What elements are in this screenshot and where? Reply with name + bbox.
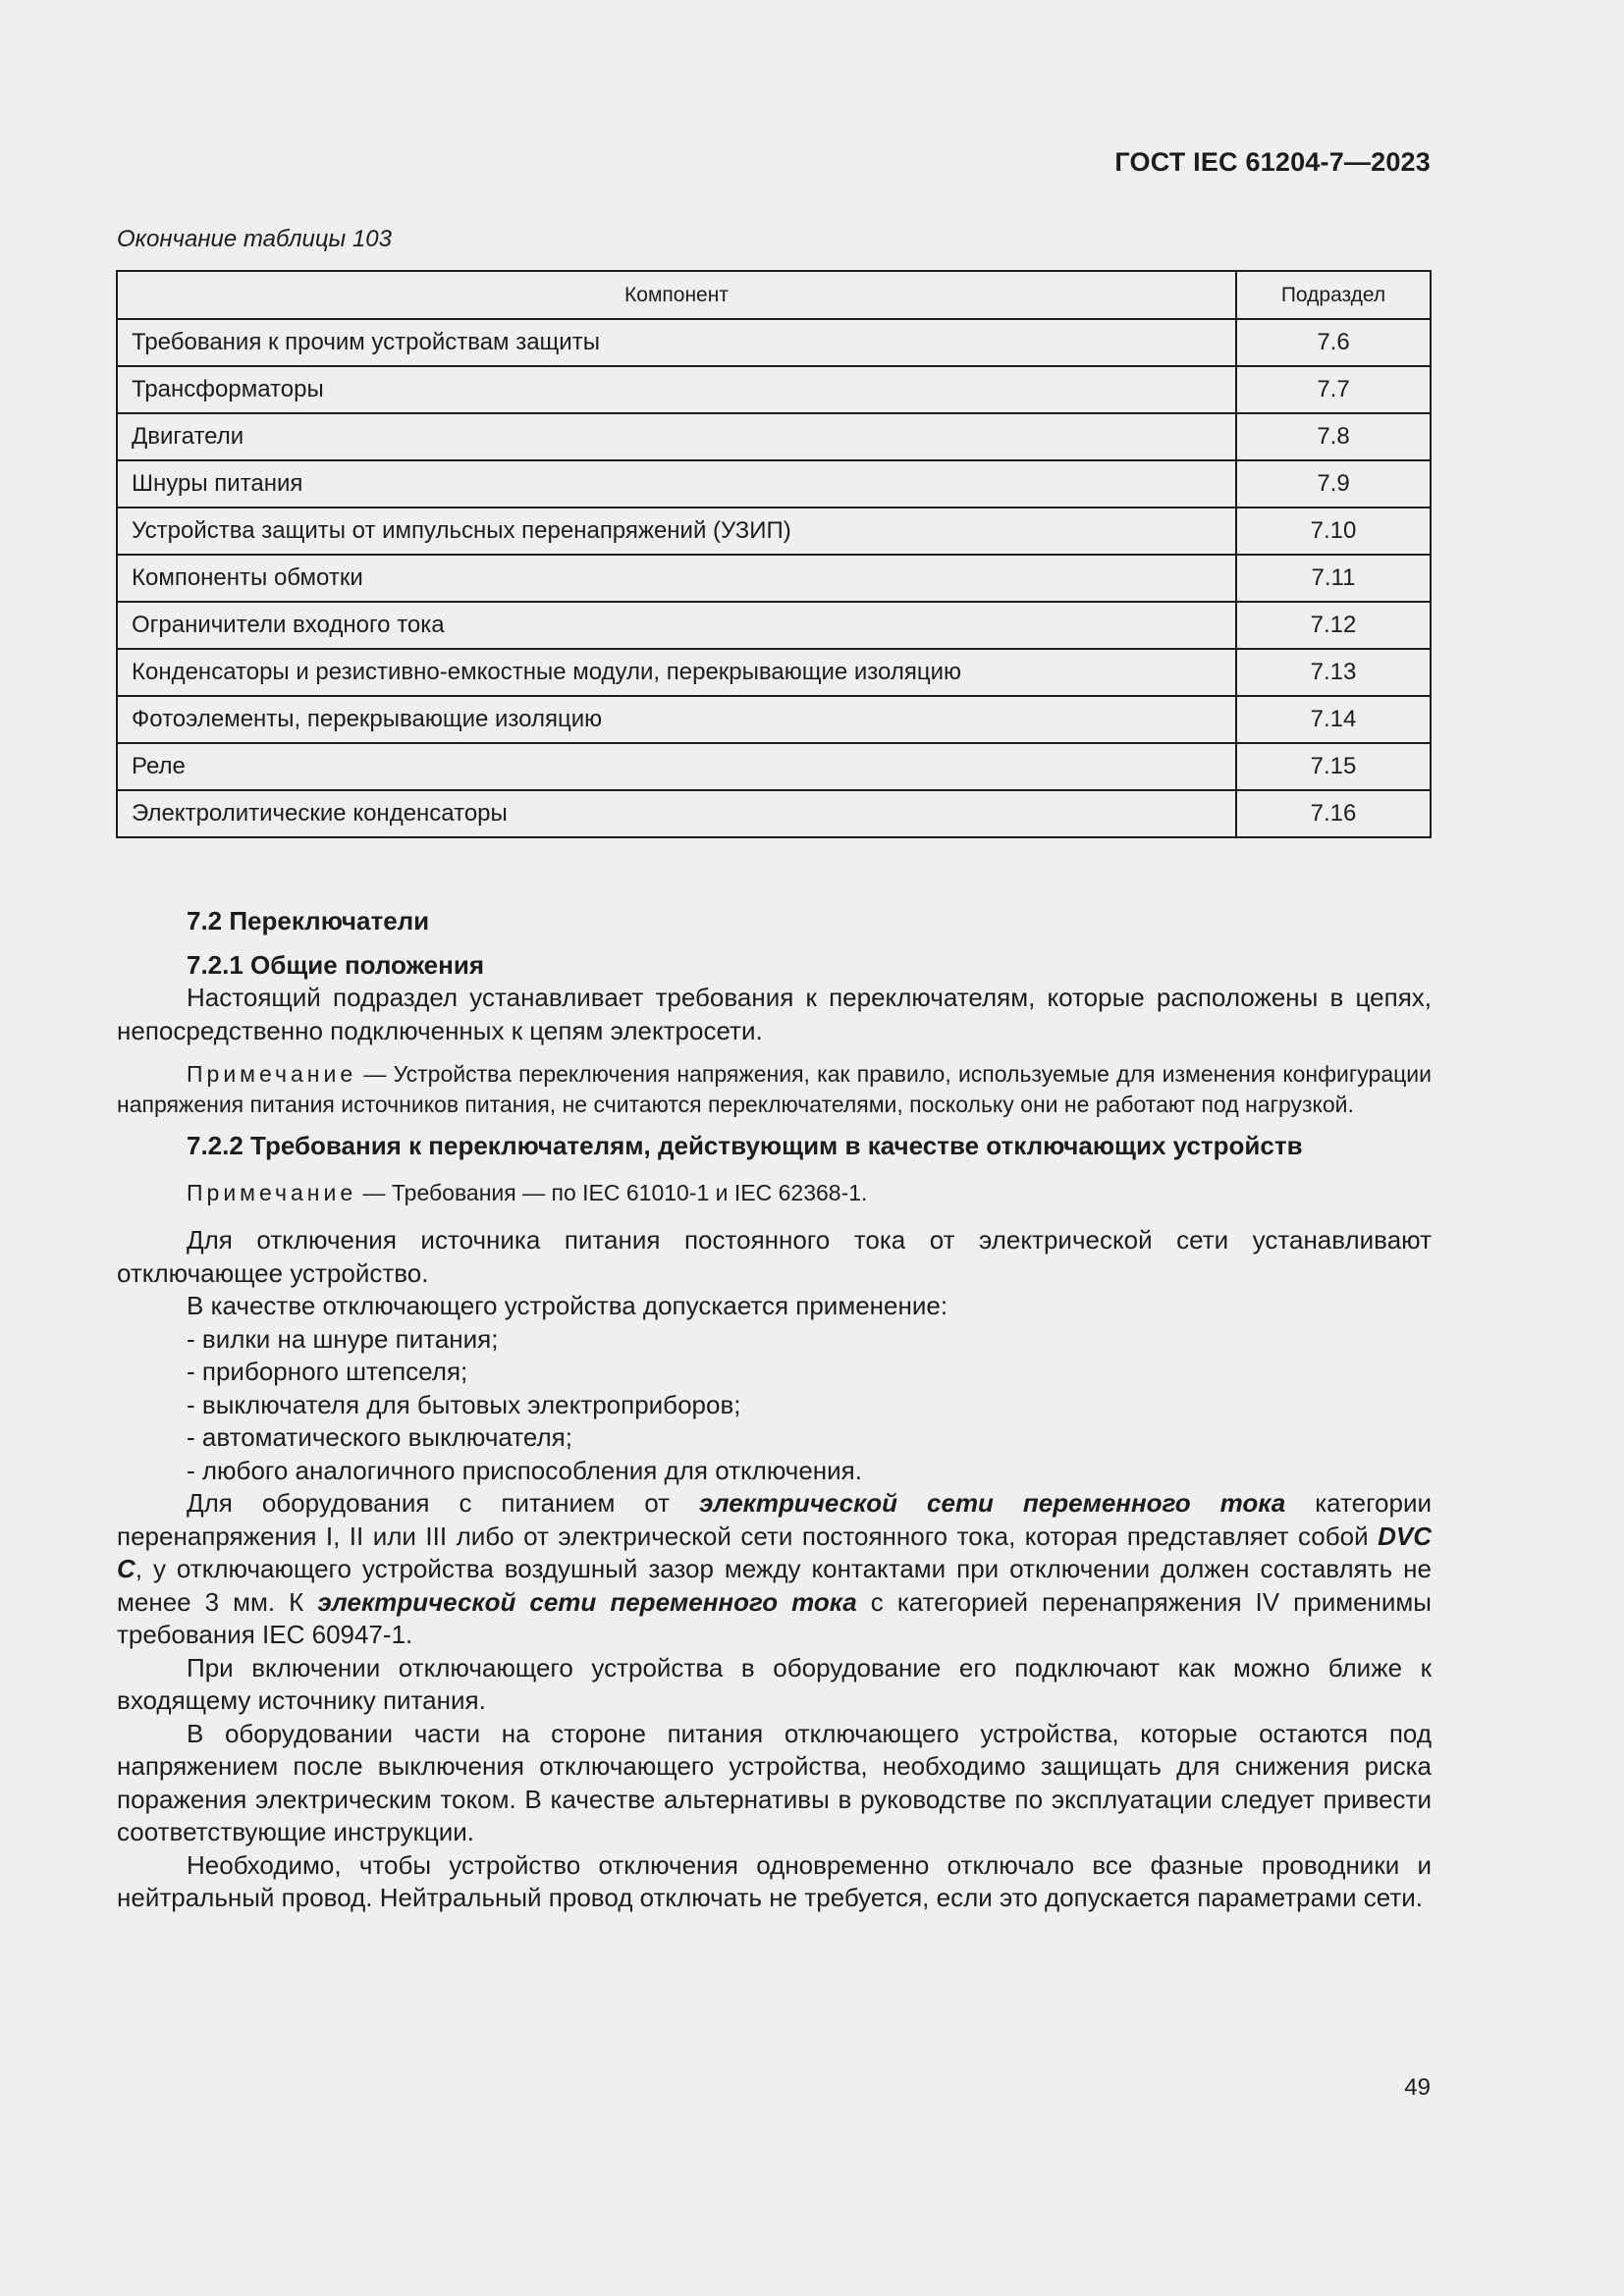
list-item: - приборного штепселя; (187, 1357, 468, 1386)
table-header-row (117, 271, 1431, 319)
column-header-component: Компонент (117, 271, 1236, 319)
table-row (117, 507, 1431, 555)
section-heading: 7.2 Переключатели (187, 906, 430, 935)
paragraph-disconnect: Для отключения источника питания постоянного тока от электрической сети устанавливают отключающее устройство. (117, 1225, 1432, 1288)
subsection-cell: 7.15 (1236, 743, 1431, 790)
text-run: с категорией перенапряжения IV применимы требования IEC 60947-1. (117, 1586, 1432, 1649)
paragraph-scope: Настоящий подраздел устанавливает требования к переключателям, которые расположены в цепях, непосредственно подключенных к цепям электросети. (117, 983, 1432, 1045)
component-cell: Требования к прочим устройствам защиты (117, 319, 1236, 366)
page-number: 49 (1404, 2074, 1431, 2101)
note-voltage-switching (117, 1059, 1432, 1120)
component-cell: Шнуры питания (117, 460, 1236, 507)
component-cell: Ограничители входного тока (117, 602, 1236, 649)
table-row (117, 319, 1431, 366)
components-table (116, 270, 1432, 838)
table-row (117, 649, 1431, 696)
subsection-cell: 7.13 (1236, 649, 1431, 696)
subsection-cell: 7.8 (1236, 413, 1431, 460)
list-item: - любого аналогичного приспособления для отключения. (187, 1455, 862, 1485)
paragraph-poles: Необходимо, чтобы устройство отключения одновременно отключало все фазные проводники и нейтральный провод. Нейтральный провод отключать не требуется, если это допускается параметрами сети. (117, 1849, 1432, 1912)
subsection-cell: 7.7 (1236, 366, 1431, 413)
section-body (117, 905, 1432, 1915)
paragraph-air-gap (117, 1487, 1432, 1652)
component-cell: Двигатели (117, 413, 1236, 460)
component-cell: Электролитические конденсаторы (117, 790, 1236, 837)
term-ac-mains: электрической сети переменного тока (699, 1488, 1286, 1518)
component-cell: Конденсаторы и резистивно-емкостные модули, перекрывающие изоляцию (117, 649, 1236, 696)
text-run: , у отключающего устройства воздушный зазор между контактами при отключении должен составлять не менее 3 мм. К (117, 1554, 1432, 1617)
allowed-devices-list (117, 1323, 1432, 1488)
table-row (117, 366, 1431, 413)
subsection-heading-general: 7.2.1 Общие положения (187, 950, 484, 980)
subsection-cell: 7.14 (1236, 696, 1431, 743)
table-row (117, 743, 1431, 790)
subsection-cell: 7.10 (1236, 507, 1431, 555)
component-cell: Трансформаторы (117, 366, 1236, 413)
component-cell: Фотоэлементы, перекрывающие изоляцию (117, 696, 1236, 743)
paragraph-placement: При включении отключающего устройства в оборудование его подключают как можно ближе к входящему источнику питания. (117, 1652, 1432, 1715)
component-cell: Устройства защиты от импульсных перенапряжений (УЗИП) (117, 507, 1236, 555)
subsection-cell: 7.12 (1236, 602, 1431, 649)
term-dvc-c: DVC C (117, 1521, 1432, 1583)
document-id-header: ГОСТ IEC 61204-7—2023 (1114, 147, 1431, 177)
list-item: - вилки на шнуре питания; (187, 1323, 499, 1354)
subsection-cell: 7.9 (1236, 460, 1431, 507)
note-text: — Требования — по IEC 61010-1 и IEC 62368-1. (356, 1180, 868, 1205)
note-label: Примечание (187, 1180, 357, 1205)
table-row (117, 696, 1431, 743)
subsection-cell: 7.11 (1236, 555, 1431, 602)
table-row (117, 555, 1431, 602)
text-run: Для оборудования с питанием от (187, 1488, 700, 1518)
paragraph-protection: В оборудовании части на стороне питания отключающего устройства, которые остаются под напряжением после выключения отключающего устройства, необходимо защищать для снижения риска поражения электрическим током. В качестве альтернативы в руководстве по эксплуатации следует привести соответствующие инструкции. (117, 1718, 1432, 1846)
table-row (117, 460, 1431, 507)
component-cell: Компоненты обмотки (117, 555, 1236, 602)
table-row (117, 790, 1431, 837)
note-text: — Устройства переключения напряжения, как правило, используемые для изменения конфигурации напряжения питания источников питания, не считаются переключателями, поскольку они не работают под нагрузкой. (117, 1061, 1432, 1117)
table-row (117, 602, 1431, 649)
note-label: Примечание (187, 1061, 357, 1087)
subsection-heading-disconnect: 7.2.2 Требования к переключателям, действующим в качестве отключающих устройств (187, 1131, 1303, 1160)
note-requirements (117, 1178, 1432, 1208)
column-header-subsection: Подраздел (1236, 271, 1431, 319)
text-run: категории перенапряжения I, II или III либо от электрической сети постоянного тока, которая представляет собой (117, 1488, 1432, 1551)
table-caption: Окончание таблицы 103 (117, 226, 392, 252)
component-cell: Реле (117, 743, 1236, 790)
subsection-cell: 7.16 (1236, 790, 1431, 837)
table-row (117, 413, 1431, 460)
subsection-cell: 7.6 (1236, 319, 1431, 366)
paragraph-allowed: В качестве отключающего устройства допускается применение: (187, 1291, 948, 1320)
list-item: - автоматического выключателя; (187, 1422, 572, 1452)
list-item: - выключателя для бытовых электроприборов; (187, 1389, 741, 1419)
term-ac-mains: электрической сети переменного тока (317, 1586, 857, 1617)
